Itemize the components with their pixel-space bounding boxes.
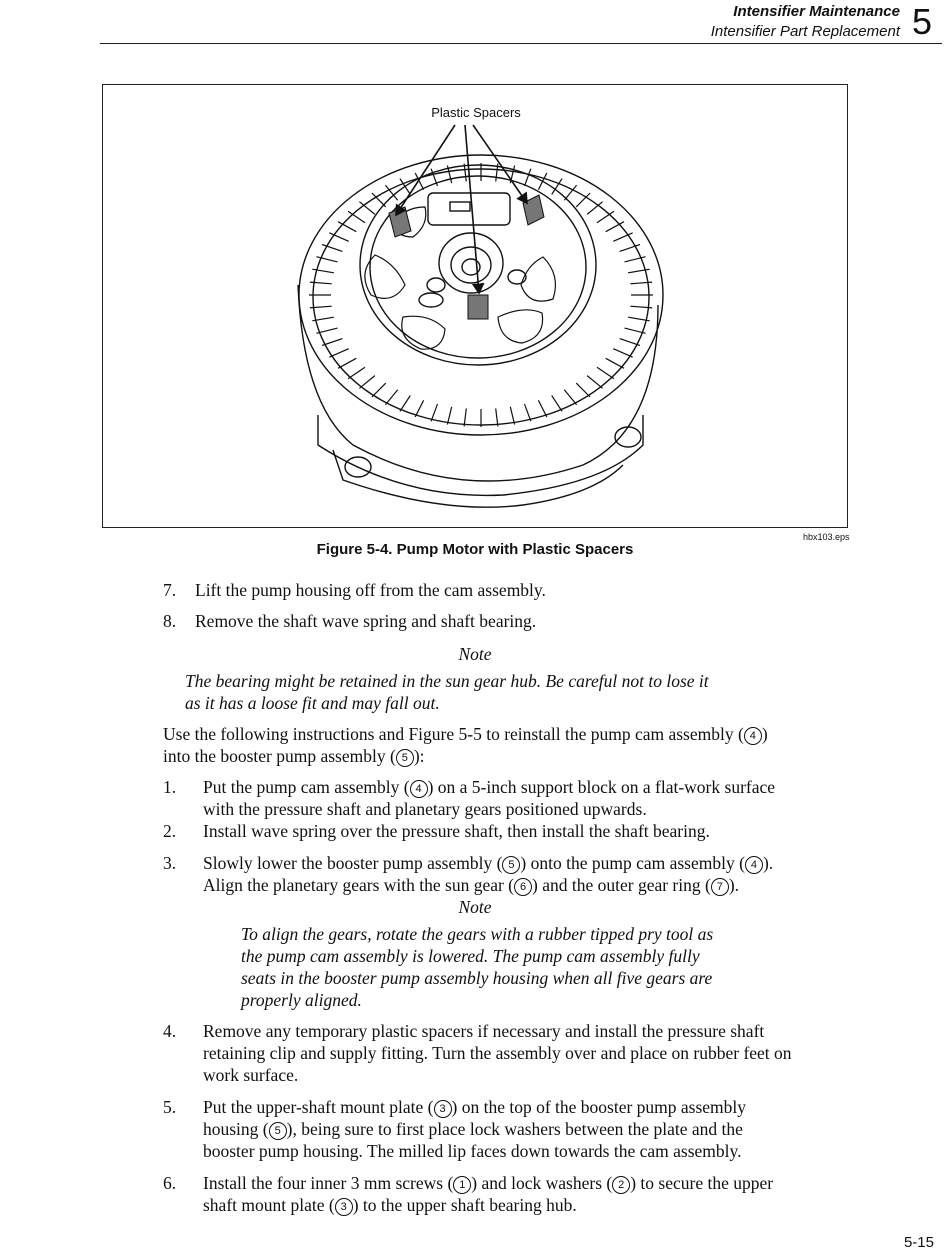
step-text [203, 1194, 577, 1216]
step-number: 1. [163, 777, 177, 797]
step-text: Install wave spring over the pressure shaft, then install the shaft bearing. [203, 821, 710, 841]
cooling-fin [447, 407, 451, 425]
step-text-part: Align the planetary gears with the sun gear ( [203, 875, 515, 895]
cooling-fin [348, 367, 365, 378]
intro-text: into the booster pump assembly ( [163, 746, 396, 766]
cooling-fin [415, 400, 423, 417]
cooling-fin [630, 282, 652, 284]
pump-motor-illustration [103, 85, 849, 529]
step-text [203, 776, 775, 798]
cooling-fin [338, 358, 356, 368]
step-number: 7. [163, 580, 177, 600]
callout-number: 5 [396, 749, 414, 767]
chapter-number: 5 [912, 1, 933, 42]
cooling-fin [310, 282, 332, 284]
step-text: Lift the pump housing off from the cam assembly. [195, 580, 546, 600]
cooling-fin [538, 400, 546, 417]
step-text-part: Put the upper-shaft mount plate ( [203, 1097, 434, 1117]
callout-number: 5 [269, 1122, 287, 1140]
cooling-fin [620, 339, 640, 346]
cooling-fin [564, 185, 576, 200]
step-text: with the pressure shaft and planetary gears positioned upwards. [203, 799, 647, 819]
step-text: Remove the shaft wave spring and shaft bearing. [195, 611, 537, 631]
callout-number: 7 [711, 878, 729, 896]
note-line: as it has a loose fit and may fall out. [185, 693, 440, 713]
cooling-fin [385, 390, 397, 405]
step-text-part: ). [762, 853, 774, 873]
page-number: 5-15 [903, 1234, 934, 1251]
callout-number: 2 [612, 1176, 630, 1194]
step-text: retaining clip and supply fitting. Turn the assembly over and place on rubber feet on [203, 1043, 792, 1063]
chapter-title: Intensifier Maintenance [733, 3, 900, 20]
intro-line [163, 745, 425, 767]
section-title: Intensifier Part Replacement [710, 23, 900, 40]
step-text: Remove any temporary plastic spacers if necessary and install the pressure shaft [203, 1021, 765, 1041]
cooling-fin [597, 367, 614, 378]
cooling-fin [431, 404, 437, 421]
callout-number: 3 [434, 1100, 452, 1118]
cooling-fin [359, 376, 375, 389]
step-text-part: shaft mount plate ( [203, 1195, 335, 1215]
cooling-fin [322, 339, 342, 346]
step-number: 2. [163, 821, 177, 841]
cooling-fin [587, 376, 603, 389]
step-text [203, 874, 739, 896]
step-number: 6. [163, 1173, 177, 1193]
cooling-fin [464, 164, 466, 182]
cooling-fin [464, 409, 466, 427]
step-text-part: ) to secure the upper [630, 1173, 774, 1193]
figure-caption: Figure 5-4. Pump Motor with Plastic Spacers [316, 541, 634, 558]
callout-number: 4 [410, 780, 428, 798]
step-number: 8. [163, 611, 177, 631]
step-text-part: Install the four inner 3 mm screws ( [203, 1173, 454, 1193]
cooling-fin [525, 169, 531, 186]
callout-number: 5 [502, 856, 520, 874]
cooling-fin [372, 383, 386, 397]
step-text-part: Put the pump cam assembly ( [203, 777, 410, 797]
step-text: booster pump housing. The milled lip faces down towards the cam assembly. [203, 1141, 742, 1161]
note-label: Note [458, 644, 492, 664]
callout-number: 4 [744, 727, 762, 745]
cooling-fin [510, 407, 514, 425]
cooling-fin [400, 396, 410, 412]
step-text-part: ), being sure to first place lock washers between the plate and the [286, 1119, 743, 1139]
callout-number: 1 [453, 1176, 471, 1194]
step-text [203, 852, 773, 874]
step-text [203, 1118, 743, 1140]
figure-callout-label: Plastic Spacers [431, 105, 521, 120]
intro-text: Use the following instructions and Figure 5-5 to reinstall the pump cam assembly ( [163, 724, 744, 744]
note-line: seats in the booster pump assembly housing when all five gears are [241, 968, 713, 988]
step-text-part: ) to the upper shaft bearing hub. [352, 1195, 577, 1215]
cooling-fin [613, 349, 632, 358]
cooling-fin [564, 390, 576, 405]
step-number: 4. [163, 1021, 177, 1041]
step-text-part: ). [728, 875, 740, 895]
step-text [203, 1096, 746, 1118]
cooling-fin [329, 349, 348, 358]
step-text [203, 1172, 773, 1194]
note-label: Note [458, 897, 492, 917]
cooling-fin [552, 396, 562, 412]
cooling-fin [576, 383, 590, 397]
step-text-part: ) on the top of the booster pump assembly [451, 1097, 747, 1117]
note-line: To align the gears, rotate the gears with a rubber tipped pry tool as [241, 924, 714, 944]
step-text-part: ) and lock washers ( [471, 1173, 613, 1193]
note-line: properly aligned. [241, 990, 362, 1010]
cooling-fin [525, 404, 531, 421]
figure-frame [102, 84, 848, 528]
step-text-part: ) and the outer gear ring ( [532, 875, 711, 895]
figure-file-name: hbx103.eps [803, 532, 850, 542]
header-rule [100, 43, 942, 44]
note-line: The bearing might be retained in the sun gear hub. Be careful not to lose it [185, 671, 709, 691]
callout-number: 6 [514, 878, 532, 896]
step-number: 3. [163, 853, 177, 873]
intro-text: ): [413, 746, 425, 766]
step-number: 5. [163, 1097, 177, 1117]
intro-line [163, 723, 768, 745]
step-text: work surface. [203, 1065, 299, 1085]
intro-text: ) [761, 724, 768, 744]
cooling-fin [496, 409, 498, 427]
note-line: the pump cam assembly is lowered. The pump cam assembly fully [241, 946, 700, 966]
step-text-part: ) onto the pump cam assembly ( [520, 853, 745, 873]
step-text-part: ) on a 5-inch support block on a flat-work surface [427, 777, 776, 797]
callout-number: 4 [745, 856, 763, 874]
step-text-part: Slowly lower the booster pump assembly ( [203, 853, 503, 873]
step-text-part: housing ( [203, 1119, 269, 1139]
callout-number: 3 [335, 1198, 353, 1216]
cooling-fin [538, 173, 546, 190]
cooling-fin [606, 358, 624, 368]
